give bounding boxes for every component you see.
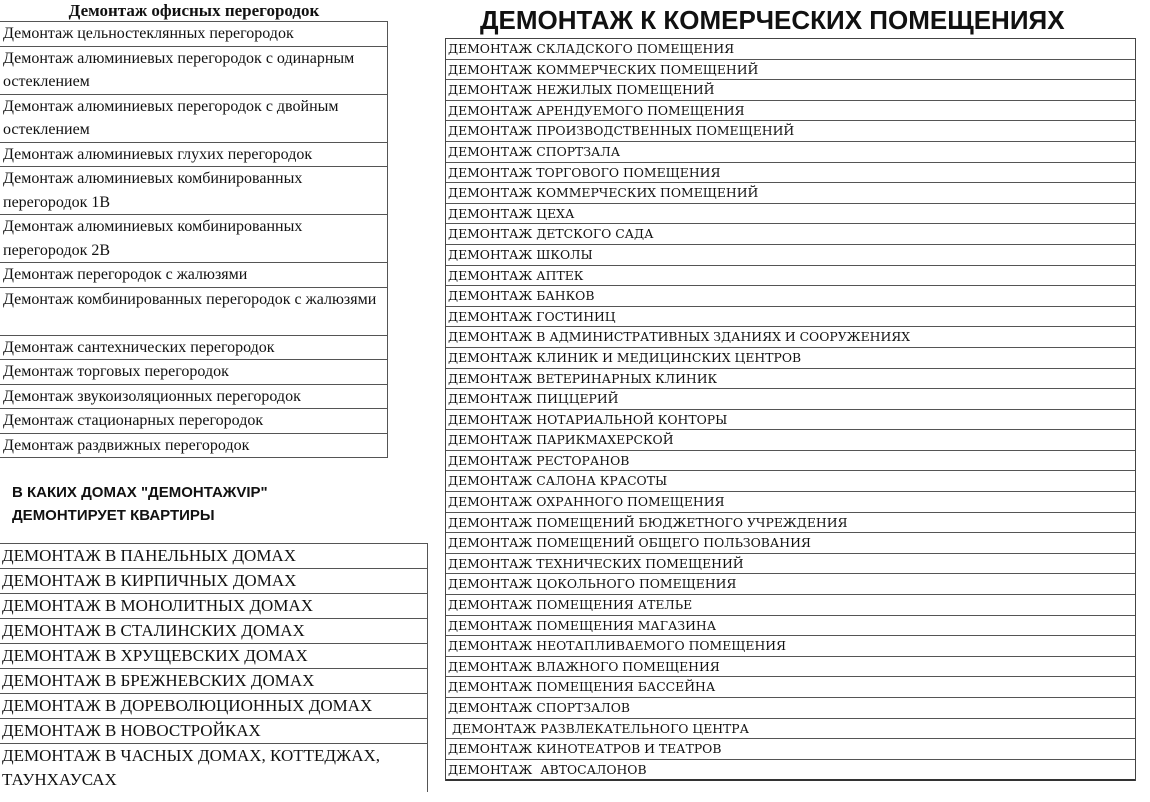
house-row: ДЕМОНТАЖ В ДОРЕВОЛЮЦИОННЫХ ДОМАХ <box>0 694 427 719</box>
office-row: Демонтаж раздвижных перегородок <box>0 434 387 459</box>
office-partitions-section <box>0 0 388 458</box>
office-row: Демонтаж цельностеклянных перегородок <box>0 22 387 47</box>
commercial-row: ДЕМОНТАЖ ПАРИКМАХЕРСКОЙ <box>446 430 1135 451</box>
house-row: ДЕМОНТАЖ В НОВОСТРОЙКАХ <box>0 719 427 744</box>
commercial-row: ДЕМОНТАЖ ШКОЛЫ <box>446 245 1135 266</box>
commercial-row: ДЕМОНТАЖ АРЕНДУЕМОГО ПОМЕЩЕНИЯ <box>446 101 1135 122</box>
commercial-row: ДЕМОНТАЖ НЕОТАПЛИВАЕМОГО ПОМЕЩЕНИЯ <box>446 636 1135 657</box>
commercial-row: ДЕМОНТАЖ ПОМЕЩЕНИЙ БЮДЖЕТНОГО УЧРЕЖДЕНИЯ <box>446 513 1135 534</box>
office-row: Демонтаж алюминиевых перегородок с двойным остеклением <box>0 95 387 143</box>
commercial-row: ДЕМОНТАЖ РЕСТОРАНОВ <box>446 451 1135 472</box>
office-partitions-table <box>0 21 388 458</box>
office-row: Демонтаж стационарных перегородок <box>0 409 387 434</box>
commercial-row: ДЕМОНТАЖ НЕЖИЛЫХ ПОМЕЩЕНИЙ <box>446 80 1135 101</box>
commercial-row: ДЕМОНТАЖ В АДМИНИСТРАТИВНЫХ ЗДАНИЯХ И СООРУЖЕНИЯХ <box>446 327 1135 348</box>
office-row: Демонтаж перегородок с жалюзями <box>0 263 387 288</box>
house-row: ДЕМОНТАЖ В ХРУЩЕВСКИХ ДОМАХ <box>0 644 427 669</box>
houses-table <box>0 543 428 792</box>
commercial-row: ДЕМОНТАЖ КИНОТЕАТРОВ И ТЕАТРОВ <box>446 739 1135 760</box>
office-row: Демонтаж алюминиевых комбинированных перегородок 1В <box>0 167 387 215</box>
house-row: ДЕМОНТАЖ В ПАНЕЛЬНЫХ ДОМАХ <box>0 544 427 569</box>
office-row: Демонтаж алюминиевых перегородок с одинарным остеклением <box>0 47 387 95</box>
office-row: Демонтаж алюминиевых глухих перегородок <box>0 143 387 168</box>
commercial-row: ДЕМОНТАЖ АВТОСАЛОНОВ <box>446 760 1135 782</box>
commercial-row: ДЕМОНТАЖ ВЛАЖНОГО ПОМЕЩЕНИЯ <box>446 657 1135 678</box>
commercial-row: ДЕМОНТАЖ АПТЕК <box>446 266 1135 287</box>
commercial-row: ДЕМОНТАЖ СПОРТЗАЛА <box>446 142 1135 163</box>
commercial-row: ДЕМОНТАЖ ТОРГОВОГО ПОМЕЩЕНИЯ <box>446 163 1135 184</box>
commercial-row: ДЕМОНТАЖ ДЕТСКОГО САДА <box>446 224 1135 245</box>
office-row: Демонтаж сантехнических перегородок <box>0 336 387 361</box>
commercial-row: ДЕМОНТАЖ ПОМЕЩЕНИЯ БАССЕЙНА <box>446 677 1135 698</box>
house-row: ДЕМОНТАЖ В МОНОЛИТНЫХ ДОМАХ <box>0 594 427 619</box>
commercial-title: ДЕМОНТАЖ К КОМЕРЧЕСКИХ ПОМЕЩЕНИЯХ <box>480 5 1065 35</box>
commercial-row: ДЕМОНТАЖ САЛОНА КРАСОТЫ <box>446 471 1135 492</box>
commercial-row: ДЕМОНТАЖ ОХРАННОГО ПОМЕЩЕНИЯ <box>446 492 1135 513</box>
commercial-row: ДЕМОНТАЖ НОТАРИАЛЬНОЙ КОНТОРЫ <box>446 410 1135 431</box>
commercial-row: ДЕМОНТАЖ ПИЦЦЕРИЙ <box>446 389 1135 410</box>
commercial-row: ДЕМОНТАЖ ПРОИЗВОДСТВЕННЫХ ПОМЕЩЕНИЙ <box>446 121 1135 142</box>
office-row: Демонтаж торговых перегородок <box>0 360 387 385</box>
commercial-row: ДЕМОНТАЖ ВЕТЕРИНАРНЫХ КЛИНИК <box>446 369 1135 390</box>
commercial-row: ДЕМОНТАЖ ПОМЕЩЕНИЙ ОБЩЕГО ПОЛЬЗОВАНИЯ <box>446 533 1135 554</box>
commercial-row: ДЕМОНТАЖ ТЕХНИЧЕСКИХ ПОМЕЩЕНИЙ <box>446 554 1135 575</box>
house-row: ДЕМОНТАЖ В СТАЛИНСКИХ ДОМАХ <box>0 619 427 644</box>
commercial-row: ДЕМОНТАЖ СПОРТЗАЛОВ <box>446 698 1135 719</box>
office-partitions-title: Демонтаж офисных перегородок <box>68 1 320 20</box>
commercial-row: ДЕМОНТАЖ КЛИНИК И МЕДИЦИНСКИХ ЦЕНТРОВ <box>446 348 1135 369</box>
commercial-row: ДЕМОНТАЖ РАЗВЛЕКАТЕЛЬНОГО ЦЕНТРА <box>446 719 1135 740</box>
commercial-row: ДЕМОНТАЖ БАНКОВ <box>446 286 1135 307</box>
office-row: Демонтаж алюминиевых комбинированных перегородок 2В <box>0 215 387 263</box>
commercial-row: ДЕМОНТАЖ КОММЕРЧЕСКИХ ПОМЕЩЕНИЙ <box>446 183 1135 204</box>
commercial-table <box>445 38 1136 781</box>
commercial-row: ДЕМОНТАЖ ПОМЕЩЕНИЯ АТЕЛЬЕ <box>446 595 1135 616</box>
commercial-row: ДЕМОНТАЖ ГОСТИНИЦ <box>446 307 1135 328</box>
office-row: Демонтаж комбинированных перегородок с жалюзями <box>0 288 387 336</box>
commercial-row: ДЕМОНТАЖ СКЛАДСКОГО ПОМЕЩЕНИЯ <box>446 39 1135 60</box>
house-row: ДЕМОНТАЖ В КИРПИЧНЫХ ДОМАХ <box>0 569 427 594</box>
houses-heading: В КАКИХ ДОМАХ "ДЕМОНТАЖVIP" ДЕМОНТИРУЕТ КВАРТИРЫ <box>12 484 268 524</box>
commercial-row: ДЕМОНТАЖ КОММЕРЧЕСКИХ ПОМЕЩЕНИЙ <box>446 60 1135 81</box>
house-row: ДЕМОНТАЖ В ЧАСНЫХ ДОМАХ, КОТТЕДЖАХ, ТАУНХАУСАХ <box>2 746 381 789</box>
commercial-row: ДЕМОНТАЖ ЦОКОЛЬНОГО ПОМЕЩЕНИЯ <box>446 574 1135 595</box>
commercial-row: ДЕМОНТАЖ ЦЕХА <box>446 204 1135 225</box>
office-row: Демонтаж звукоизоляционных перегородок <box>0 385 387 410</box>
house-row: ДЕМОНТАЖ В БРЕЖНЕВСКИХ ДОМАХ <box>0 669 427 694</box>
commercial-row: ДЕМОНТАЖ ПОМЕЩЕНИЯ МАГАЗИНА <box>446 616 1135 637</box>
